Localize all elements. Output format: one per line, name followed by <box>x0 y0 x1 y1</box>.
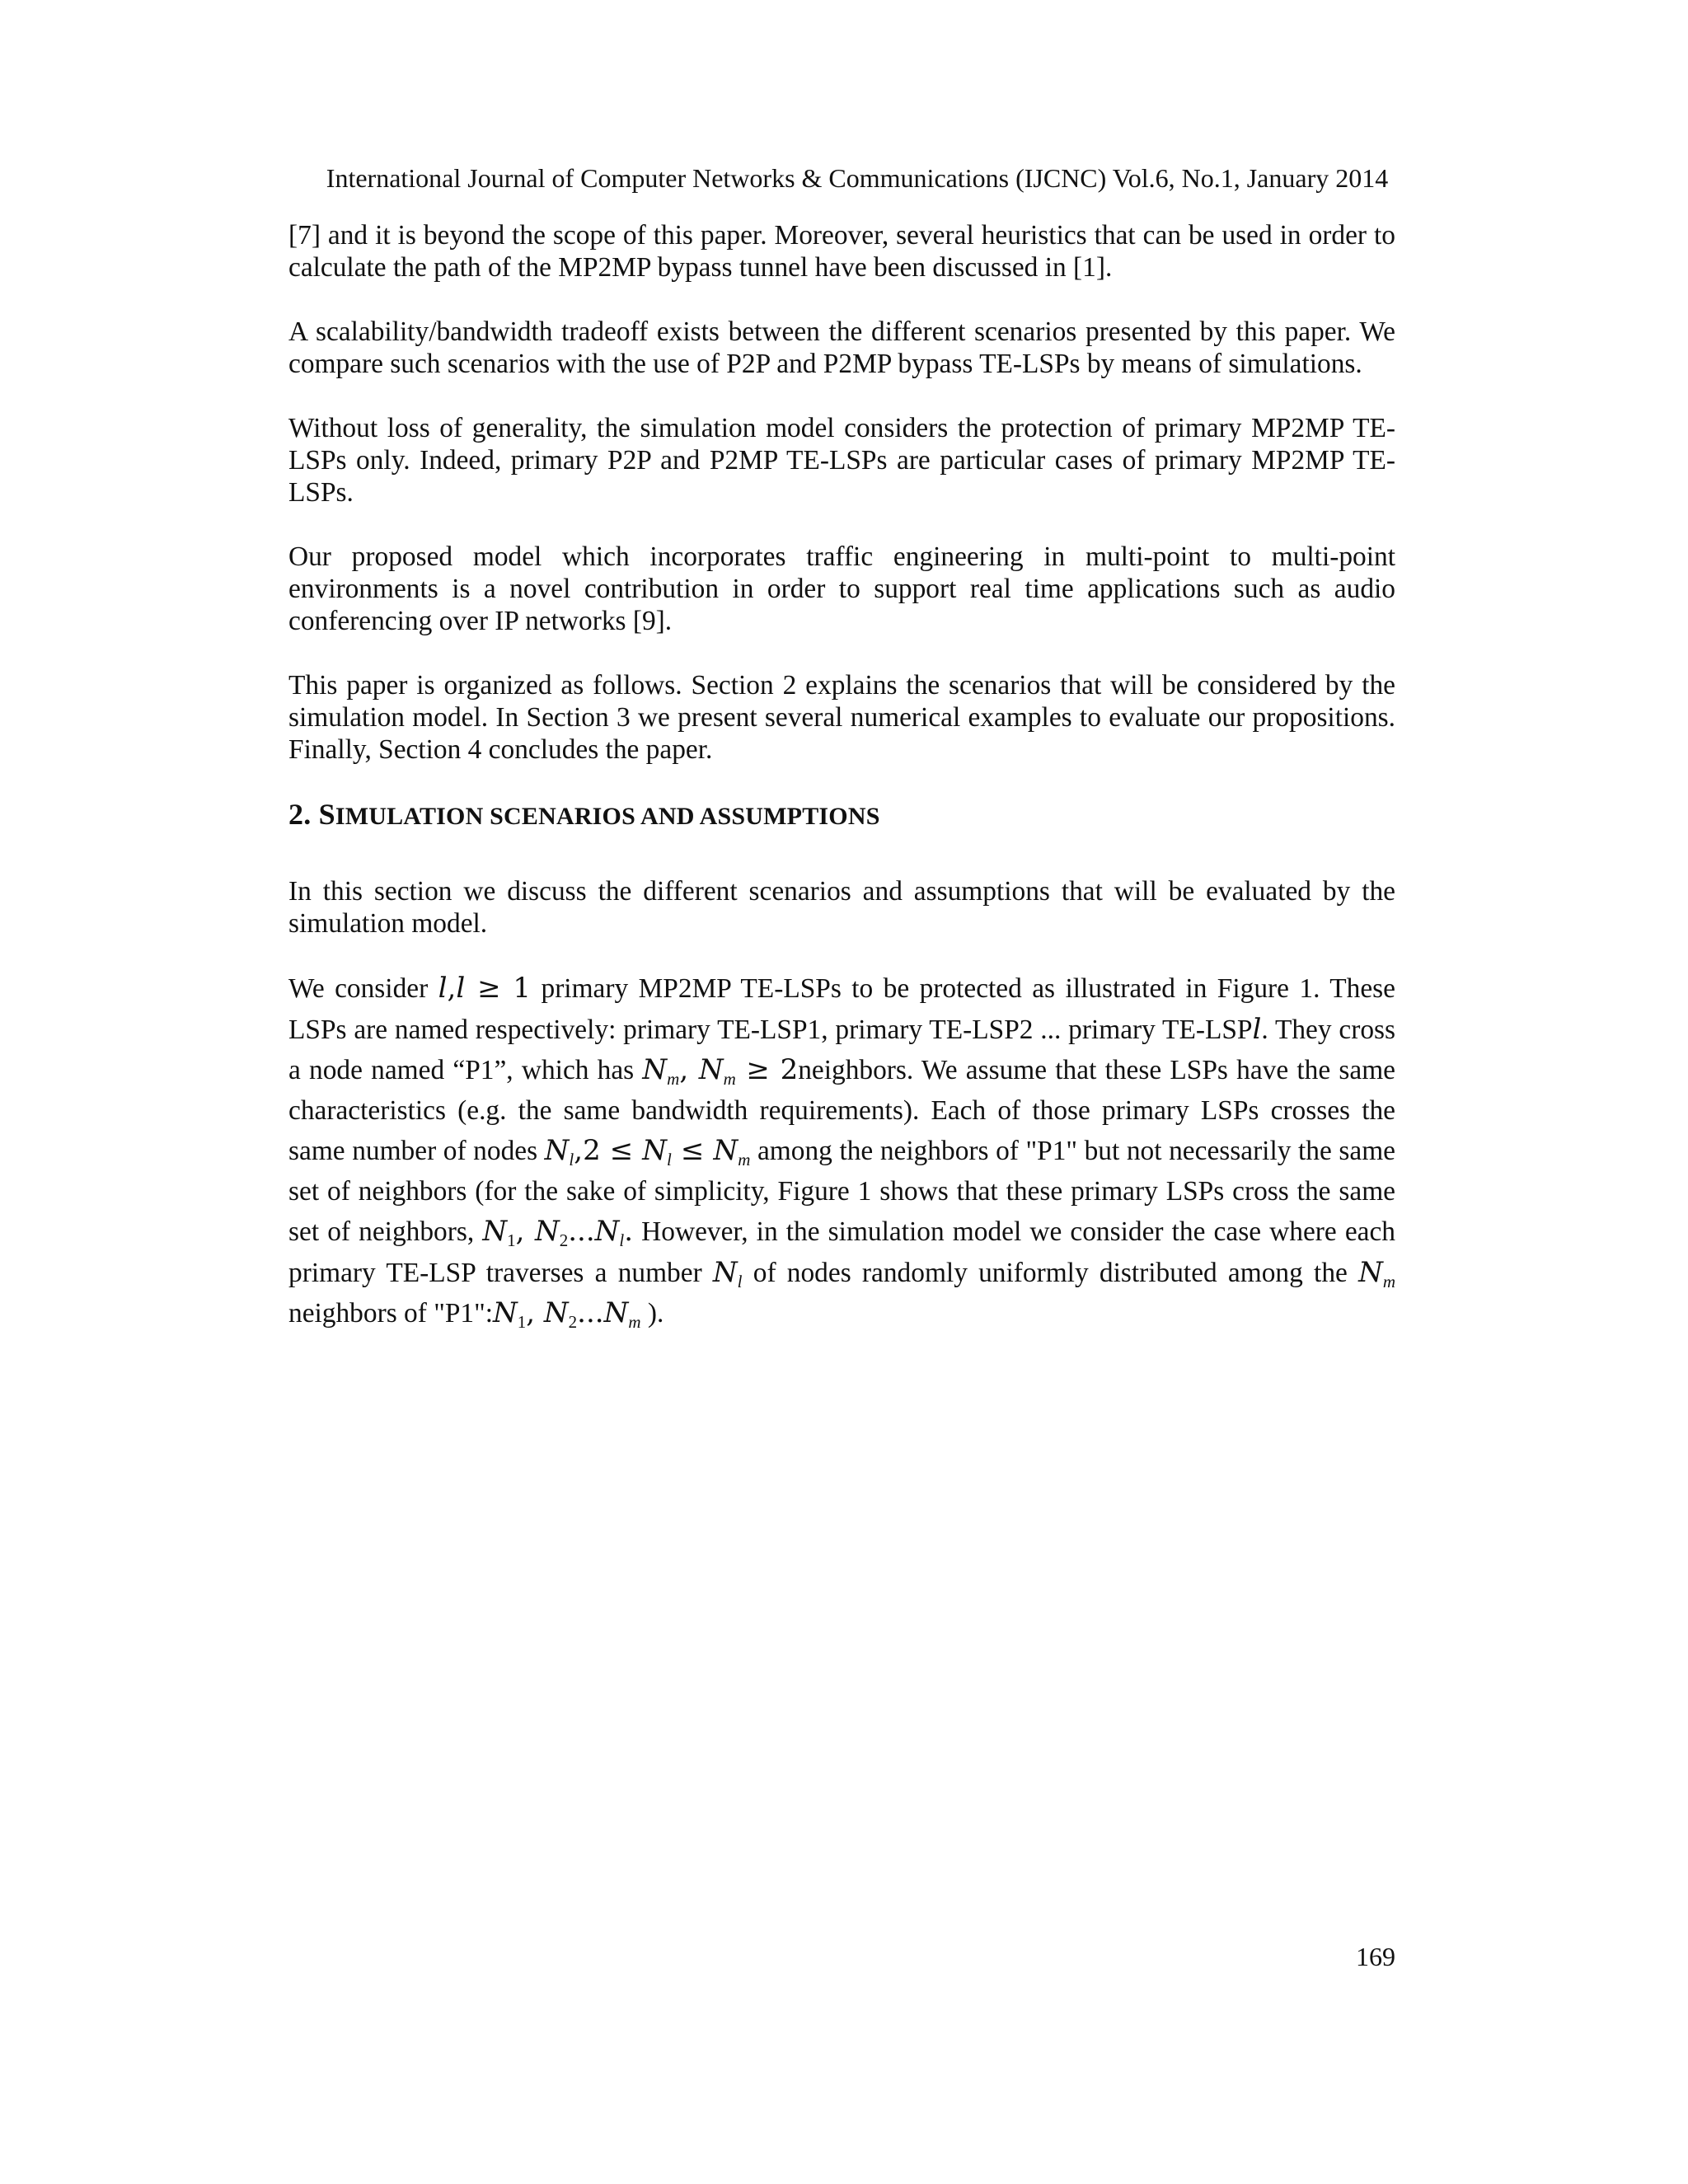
math-n1-to-nm: N <box>493 1296 518 1329</box>
paragraph-generality: Without loss of generality, the simulation model considers the protection of primary MP2MP TE-LSPs only. Indeed, primary P2P and P2MP TE-LSPs are particular cases of primary MP2MP TE-LSPs. <box>288 413 1395 508</box>
paragraph-organization: This paper is organized as follows. Section 2 explains the scenarios that will be considered by the simulation model. In Section 3 we present several numerical examples to evaluate our propositions. Finally, Section 4 concludes the paper. <box>288 670 1395 765</box>
paragraph-contribution: Our proposed model which incorporates traffic engineering in multi-point to multi-point environments is a novel contribution in order to support real time applications such as audio conferencing over IP networks [9]. <box>288 541 1395 636</box>
math-nl-range: N <box>544 1134 570 1167</box>
section-title-initial: S <box>318 798 335 831</box>
running-header: International Journal of Computer Networks & Communications (IJCNC) Vol.6, No.1, January 2014 <box>326 163 1389 193</box>
paragraph-continuation: [7] and it is beyond the scope of this paper. Moreover, several heuristics that can be used in order to calculate the path of the MP2MP bypass tunnel have been discussed in [1]. <box>288 220 1395 283</box>
math-n1-to-nl: N <box>482 1215 508 1248</box>
section-title-rest: IMULATION SCENARIOS AND ASSUMPTIONS <box>335 803 880 830</box>
text-segment: We consider <box>288 973 438 1004</box>
math-nl: N <box>712 1255 738 1289</box>
section-number: 2. <box>288 798 312 831</box>
text-segment: primary MP2MP TE-LSPs to be protected as illustrated in Figure 1. These LSPs are named respectively: primary TE-LSP1, primary TE-LSP2 ... primary TE-LSP <box>288 973 1395 1045</box>
text-segment: . They cross a node named “P1”, which has <box>288 1014 1396 1085</box>
scenario-description-paragraph: We consider l,l ≥ 1 primary MP2MP TE-LSPs to be protected as illustrated in Figure 1. These LSPs are named respectively: primary TE-LSP1, primary TE-LSP2 ... primary TE-LSPl. They cross a node named “P1”, which has $N_m$, $N_m$ ≥ 2neighbors. We assume that these LSPs have the same characteristics (e.g. the same bandwidth requirements). Each of those primary LSPs crosses the same number of nodes $N_l,2 \le N_l \le N_m$ among the neighbors of "P1" but not necessarily the same set of neighbors (for the sake of simplicity, Figure 1 shows that these primary LSPs cross the same set of neighbors, $N_1$, $N_2...N_l$. However, in the simulation model we consider the case where each primary TE-LSP traverses a number $N_l$ of nodes randomly uniformly distributed among the $N_m$ neighbors of "$P1":N_1$, $N_2...N_m$ ). <box>288 972 1396 1332</box>
text-segment: of nodes randomly uniformly distributed among the <box>742 1257 1359 1288</box>
math-l: l <box>1252 1012 1262 1046</box>
text-segment: However, in the simulation model we consider the case where each primary TE-LSP traverses a number <box>288 1216 1395 1288</box>
text-segment: ). <box>640 1298 664 1329</box>
text-segment: neighbors of "P1": <box>288 1298 494 1329</box>
section-heading <box>288 798 1395 833</box>
math-nm: N <box>1358 1255 1383 1289</box>
section-intro-paragraph: In this section we discuss the different scenarios and assumptions that will be evaluated by the simulation model. <box>288 876 1395 939</box>
text-segment: neighbors. We assume that these LSPs have the same characteristics (e.g. the same bandwidth requirements). Each of those primary LSPs crosses the same number of nodes <box>288 1055 1396 1166</box>
math-l-condition: l <box>438 972 448 1005</box>
text-segment: among the neighbors of "P1" but not necessarily the same set of neighbors (for the sake of simplicity, Figure 1 shows that these primary LSPs cross the same set of neighbors, <box>288 1136 1396 1247</box>
page-number: 169 <box>1356 1942 1395 1971</box>
body-text <box>288 219 1395 1366</box>
math-nm-condition: N <box>642 1053 668 1086</box>
paragraph-tradeoff: A scalability/bandwidth tradeoff exists between the different scenarios presented by this paper. We compare such scenarios with the use of P2P and P2MP bypass TE-LSPs by means of simulations. <box>288 316 1395 379</box>
